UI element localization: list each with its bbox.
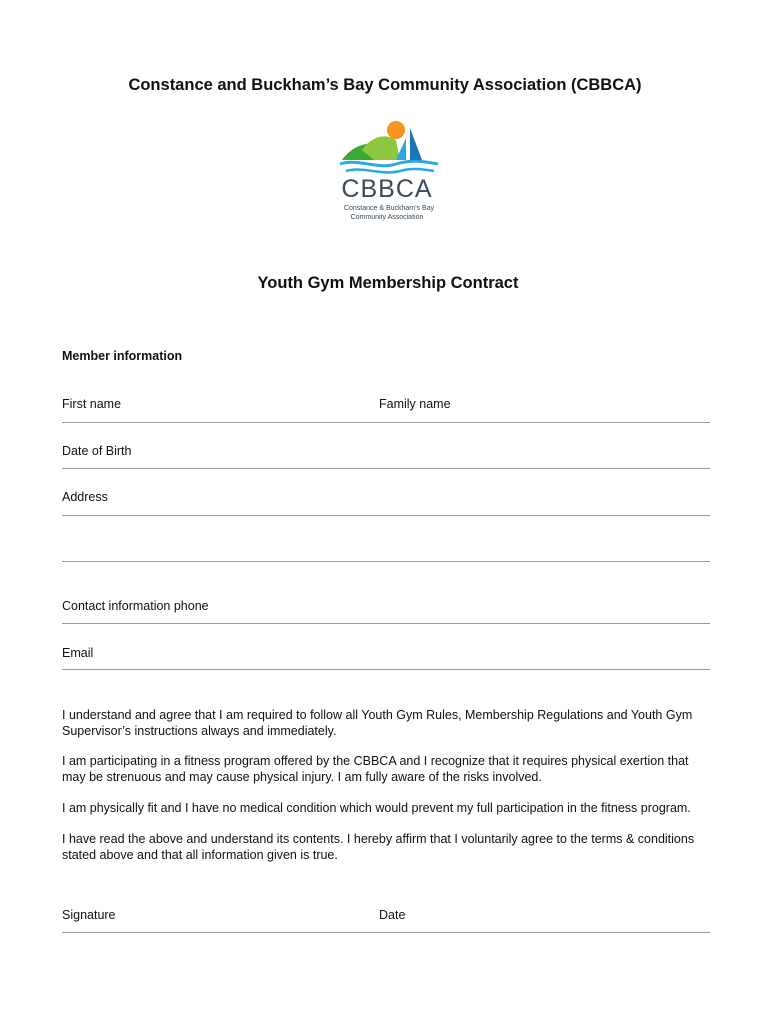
terms-paragraph-3: I am physically fit and I have no medical condition which would prevent my full participation in the fitness program. xyxy=(62,801,691,815)
sail-icon xyxy=(410,128,422,160)
signature-input-line[interactable] xyxy=(62,932,710,933)
phone-label: Contact information phone xyxy=(62,599,209,613)
terms-paragraph-4: I have read the above and understand its contents. I hereby affirm that I voluntarily agree to the terms & conditions stated above and that all information given is true. xyxy=(62,832,695,862)
phone-input-line[interactable] xyxy=(62,623,710,624)
terms-paragraph-1: I understand and agree that I am required to follow all Youth Gym Rules, Membership Regulations and Youth Gym Supervisor’s instructions always and immediately. xyxy=(62,708,693,738)
cbbca-logo-image xyxy=(334,118,444,228)
dob-label: Date of Birth xyxy=(62,444,132,458)
terms-paragraph-2: I am participating in a fitness program offered by the CBBCA and I recognize that it requires physical exertion that may be strenuous and may cause physical injury. I am fully aware of the risks involved. xyxy=(62,754,689,784)
address-input-line-2[interactable] xyxy=(62,561,710,562)
family-name-label: Family name xyxy=(379,397,451,411)
logo-acronym: CBBCA xyxy=(341,175,433,203)
section-title: Member information xyxy=(62,349,183,363)
sun-icon xyxy=(387,121,405,139)
logo-subtitle-2: Community Association xyxy=(350,214,424,221)
email-input-line[interactable] xyxy=(62,669,710,670)
signature-label: Signature xyxy=(62,908,116,922)
document-title: Youth Gym Membership Contract xyxy=(257,274,519,292)
cbbca-logo xyxy=(334,118,444,228)
date-label: Date xyxy=(379,908,406,922)
logo-subtitle-1: Constance & Buckham’s Bay xyxy=(343,205,435,212)
first-name-label: First name xyxy=(62,397,122,411)
address-label: Address xyxy=(62,490,108,504)
address-input-line-1[interactable] xyxy=(62,515,710,516)
first-name-input-line[interactable] xyxy=(62,422,710,423)
email-label: Email xyxy=(62,646,94,660)
dob-input-line[interactable] xyxy=(62,468,710,469)
organization-title: Constance and Buckham’s Bay Community Association (CBBCA) xyxy=(128,76,642,94)
